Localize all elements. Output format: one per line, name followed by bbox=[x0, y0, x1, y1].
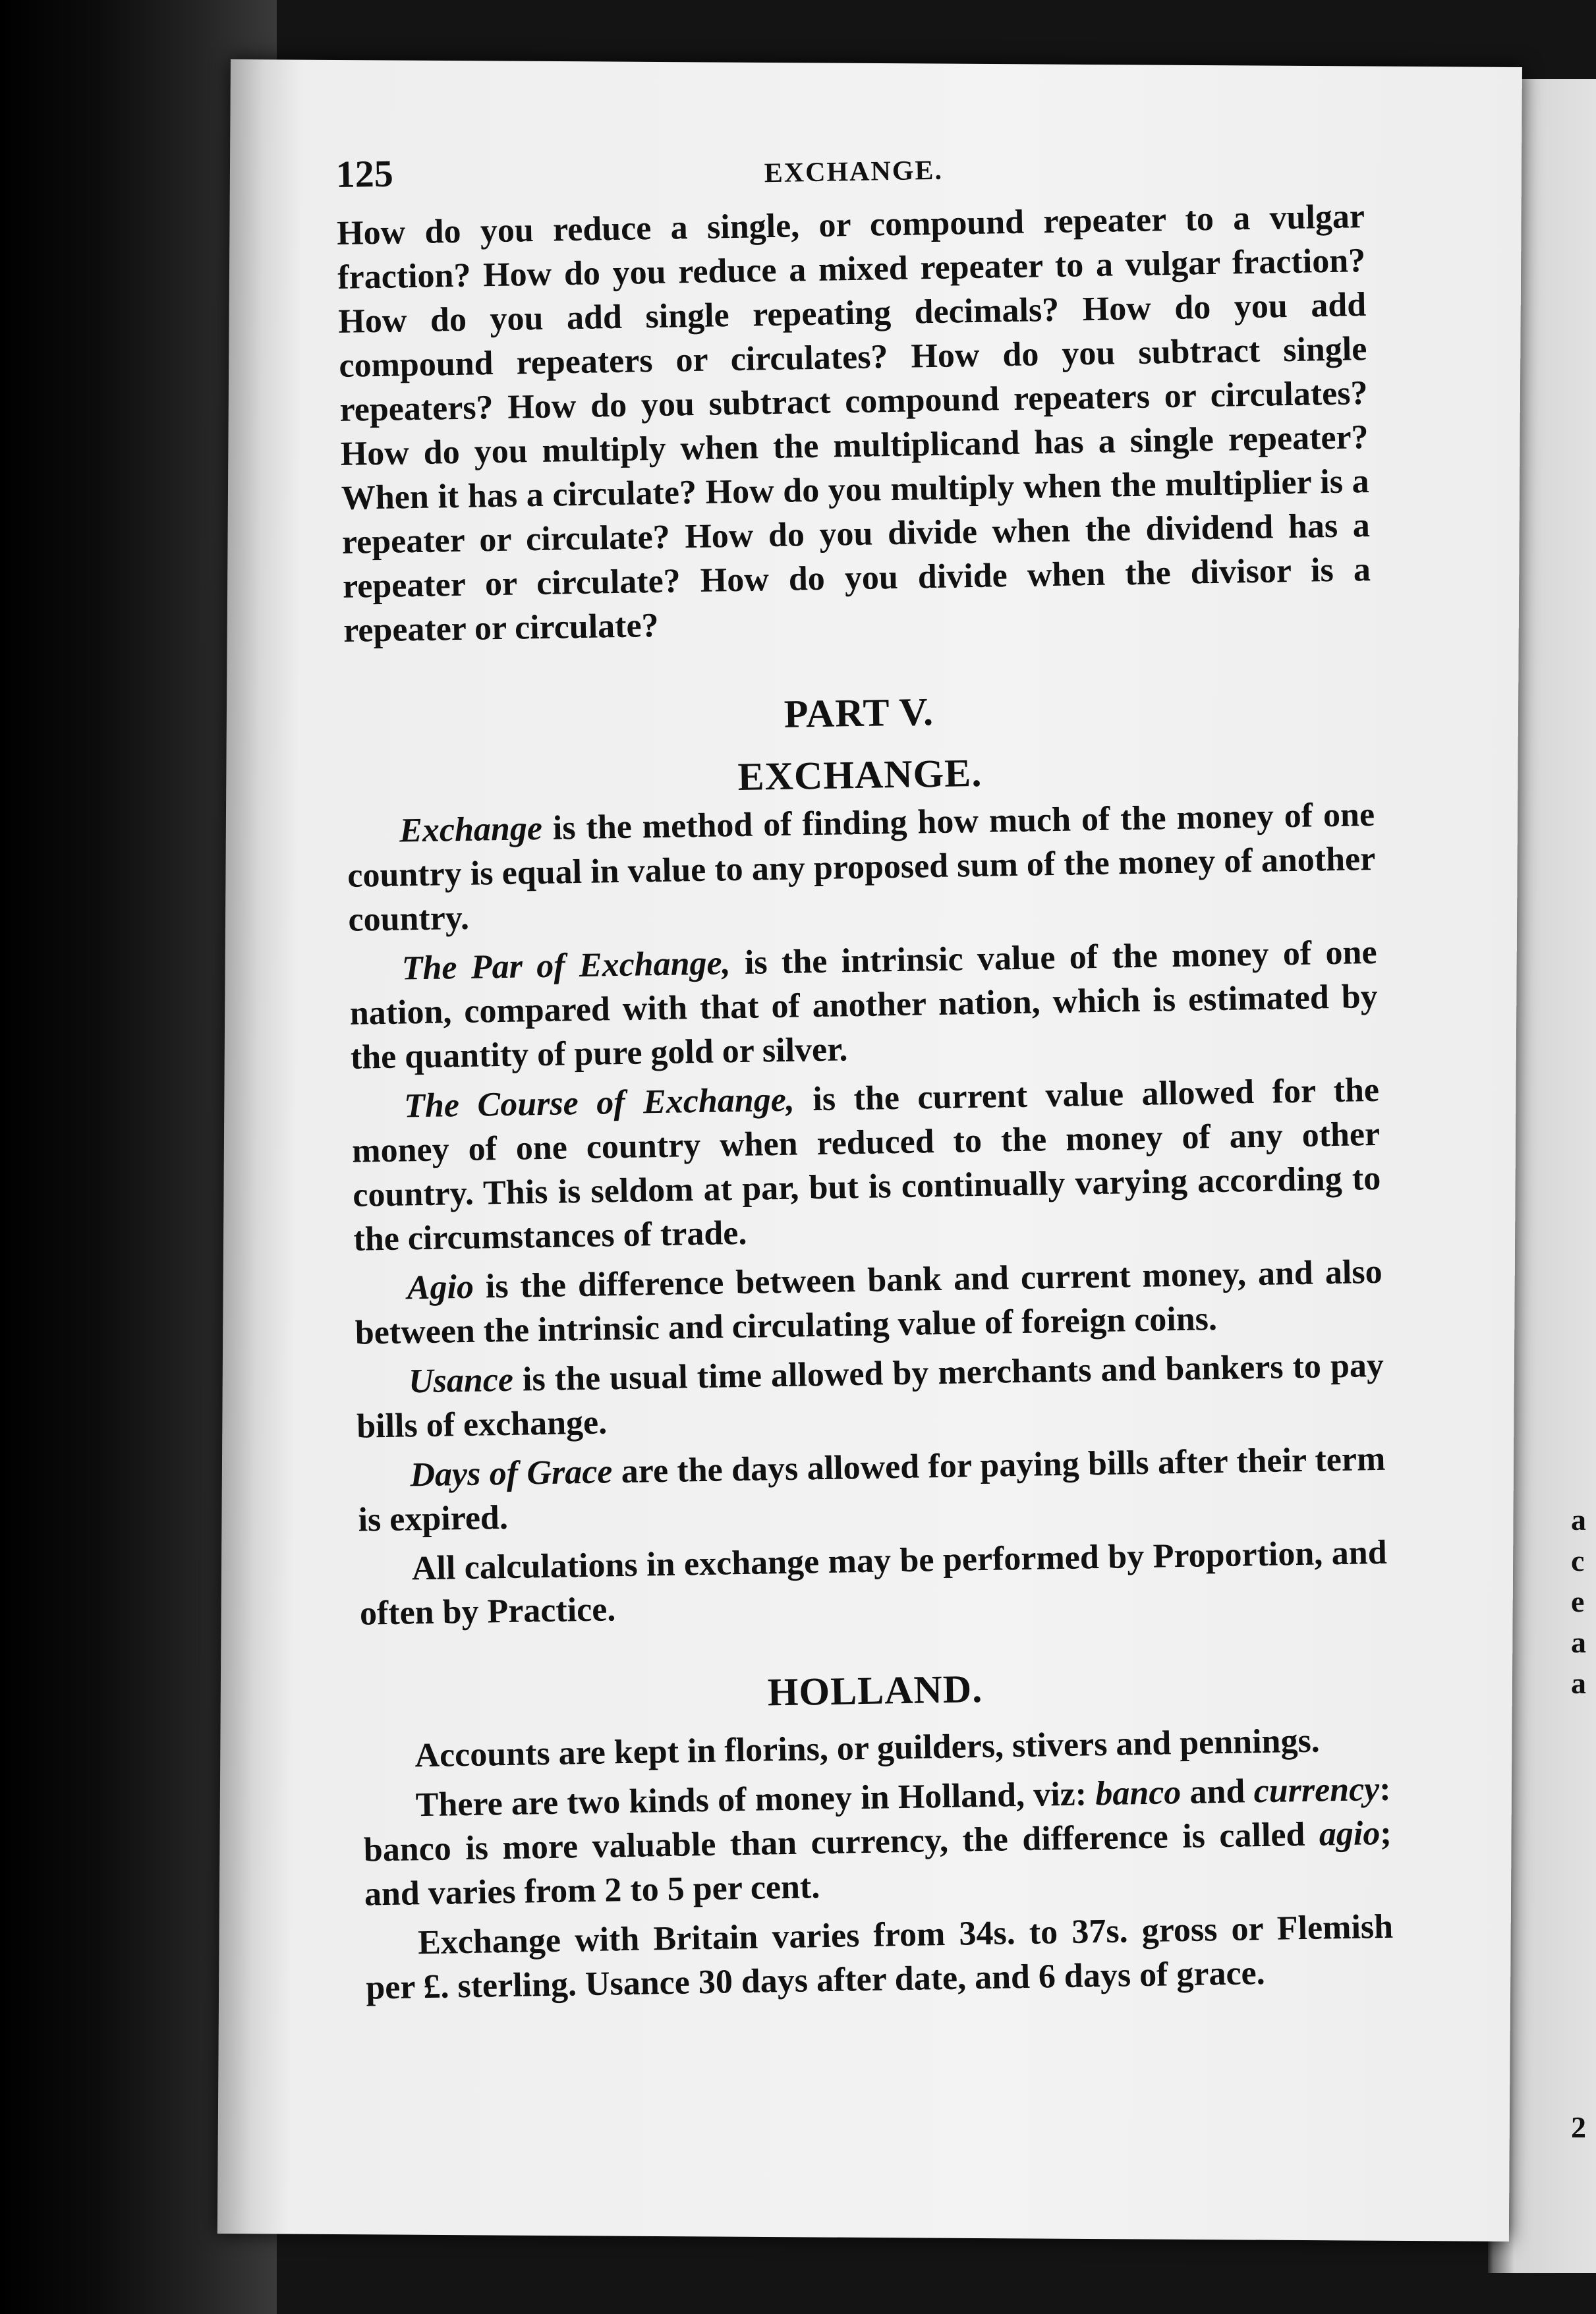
defined-term: Exchange bbox=[399, 809, 543, 850]
edge-letter: c bbox=[1571, 1544, 1585, 1577]
text-run: ; and varies from 2 to 5 per cent. bbox=[364, 1814, 1392, 1913]
section-heading: EXCHANGE. bbox=[737, 750, 983, 799]
definition-text: is the usual time allowed by merchants and bankers to pay bills of exchange. bbox=[356, 1346, 1384, 1446]
text-run: : banco is more valuable than currency, the difference is called bbox=[363, 1770, 1392, 1869]
definition-course-of-exchange bbox=[351, 1068, 1382, 1262]
review-questions: How do you reduce a single, or compound repeater to a vulgar fraction? How do you reduce a mixed repeater to a vulgar fraction? How do you add single repeating decimals? How do you add compound repeaters or circulates? How do you subtract single repeaters? How do you subtract compound repeaters or circulates? How do you multiply when the multiplicand has a single repeater? When it has a circulate? How do you multiply when the multiplier is a repeater or circulate? How do you divide when the dividend has a repeater or circulate? How do you divide when the divisor is a repeater or circulate? bbox=[336, 198, 1371, 650]
calculations-note: All calculations in exchange may be performed by Proportion, and often by Practice. bbox=[359, 1533, 1388, 1633]
defined-term: Days of Grace bbox=[409, 1453, 613, 1494]
term-agio: agio bbox=[1319, 1815, 1381, 1853]
defined-term: The Course of Exchange, bbox=[403, 1081, 795, 1125]
text-run: There are two kinds of money in Holland, viz: bbox=[415, 1775, 1096, 1824]
holland-britain-exchange: Exchange with Britain varies from 34s. to 37s. gross or Flemish per £. sterling. Usance 30 days after date, and 6 days of grace. bbox=[365, 1907, 1394, 2007]
definition-days-of-grace bbox=[357, 1437, 1386, 1542]
holland-heading: HOLLAND. bbox=[767, 1667, 983, 1714]
book-page bbox=[217, 59, 1522, 2242]
definition-par-of-exchange bbox=[349, 930, 1379, 1080]
defined-term: The Par of Exchange, bbox=[401, 944, 731, 988]
page-number: 125 bbox=[335, 152, 394, 196]
defined-term: Usance bbox=[408, 1361, 514, 1401]
definition-text: is the method of finding how much of the money of one country is equal in value to any proposed sum of the money of another country. bbox=[347, 795, 1376, 939]
definition-text: is the current value allowed for the money of one country when reduced to the money of any other country. This is seldom at par, but is continually varying according to the circumstances of trade. bbox=[351, 1071, 1381, 1258]
defined-term: Agio bbox=[407, 1268, 474, 1307]
definition-text: is the intrinsic value of the money of one nation, compared with that of another nation, which is estimated by the quantity of pure gold or silver. bbox=[349, 933, 1379, 1077]
edge-letter: 2 bbox=[1571, 2110, 1586, 2144]
edge-letter: e bbox=[1571, 1585, 1585, 1618]
holland-money-kinds bbox=[362, 1767, 1392, 1917]
definition-agio bbox=[354, 1250, 1383, 1355]
running-title: EXCHANGE. bbox=[764, 155, 944, 189]
part-heading: PART V. bbox=[784, 690, 934, 736]
edge-letter: a bbox=[1571, 1625, 1586, 1659]
holland-accounts: Accounts are kept in florins, or guilders, stivers and pennings. bbox=[414, 1722, 1321, 1775]
text-run: and bbox=[1180, 1772, 1255, 1812]
term-banco: banco bbox=[1095, 1774, 1182, 1813]
term-currency: currency bbox=[1253, 1770, 1380, 1811]
definition-usance bbox=[356, 1343, 1385, 1449]
edge-letter: a bbox=[1571, 1666, 1586, 1700]
edge-letter: a bbox=[1571, 1503, 1586, 1537]
definition-text: is the difference between bank and current money, and also between the intrinsic and circulating value of foreign coins. bbox=[355, 1253, 1383, 1352]
definition-text: are the days allowed for paying bills after their term is expired. bbox=[358, 1440, 1386, 1539]
page-text bbox=[335, 135, 1394, 2015]
definition-exchange bbox=[347, 793, 1377, 942]
